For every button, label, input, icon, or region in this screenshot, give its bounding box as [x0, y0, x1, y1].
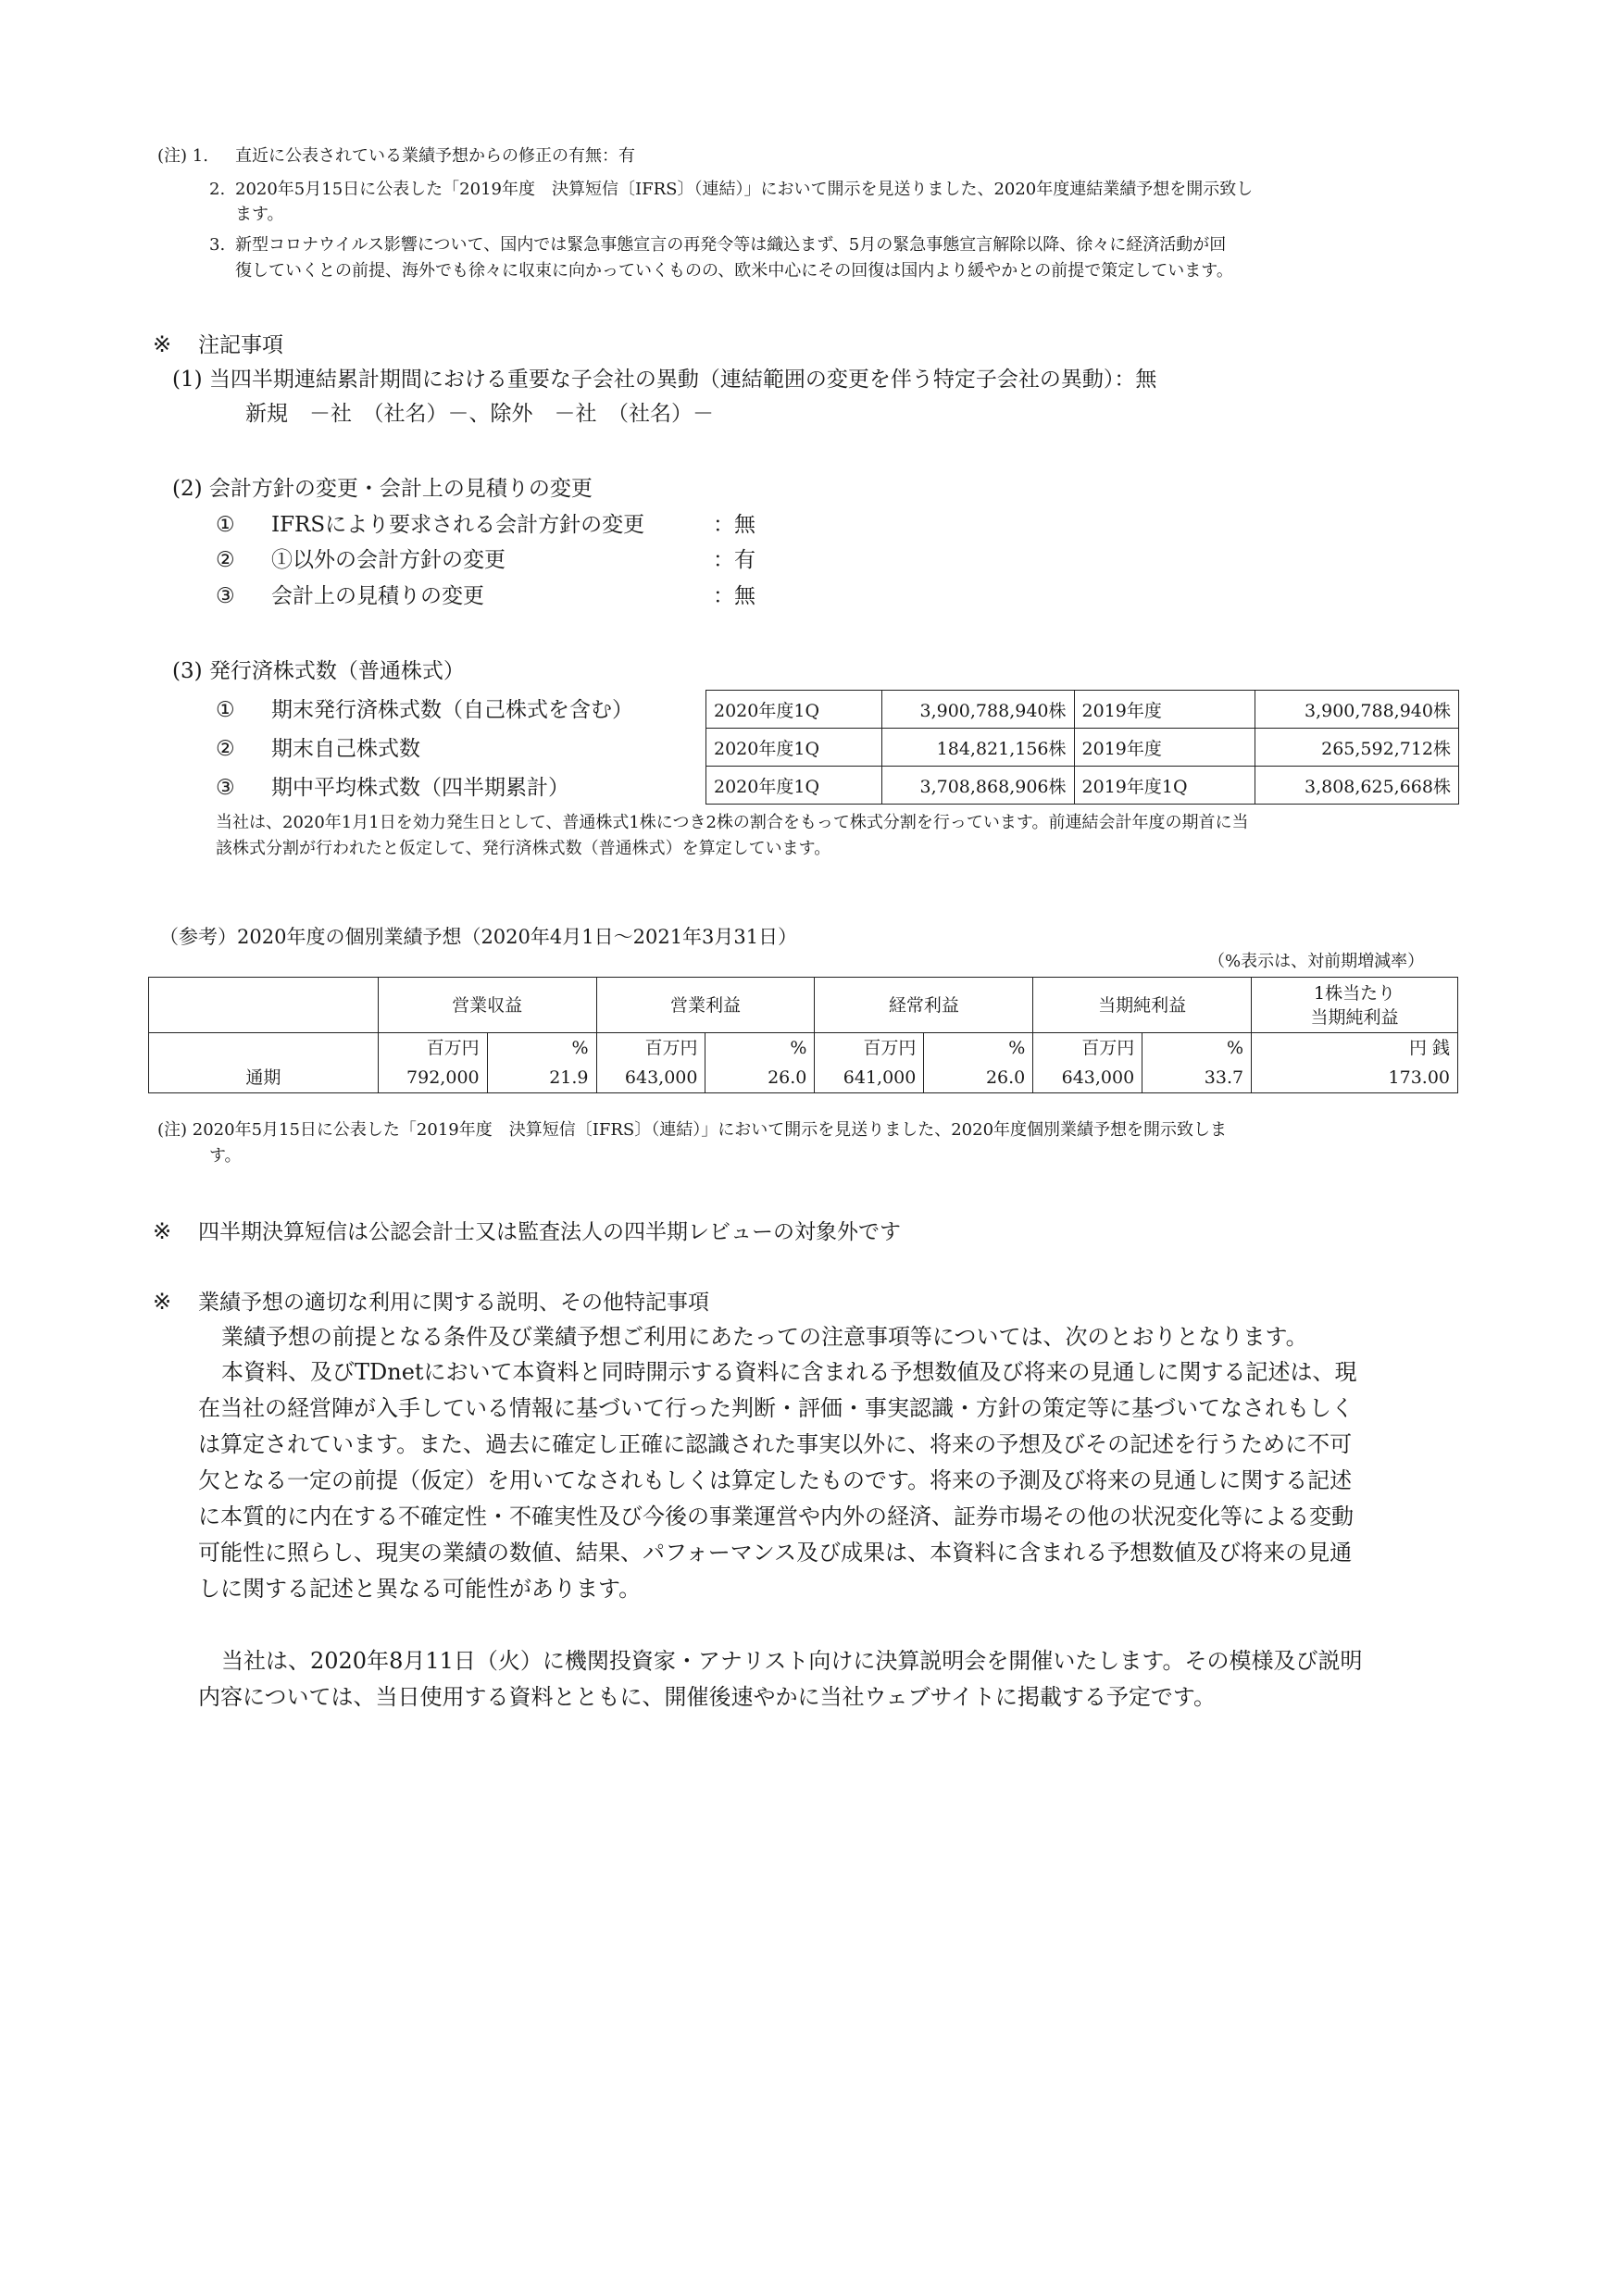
forecast-para2-line: 在当社の経営陣が入手している情報に基づいて行った判断・評価・事実認識・方針の策定等に基づいてなされもしく [198, 1395, 1354, 1421]
item2-row1-label: IFRSにより要求される会計方針の変更 [271, 513, 645, 537]
note-1-prefix: (注) 1. [157, 146, 208, 166]
value-cell: 792,000 [378, 1063, 487, 1093]
value-cell: 26.0 [705, 1063, 815, 1093]
header-net-income: 当期純利益 [1033, 978, 1252, 1033]
shares-cell: 3,708,868,906株 [881, 767, 1074, 805]
value-cell: 643,000 [1033, 1063, 1142, 1093]
item2-text: (2) 会計方針の変更・会計上の見積りの変更 [172, 477, 593, 501]
values-row [149, 1063, 1458, 1093]
note-2-line1: 2020年5月15日に公表した「2019年度 決算短信〔IFRS〕（連結）」において開示を見送りました、2020年度連結業績予想を開示致し [235, 180, 1254, 199]
item3-text: (3) 発行済株式数（普通株式） [172, 659, 465, 683]
reference-note-line2: す。 [209, 1146, 242, 1166]
shares-row [706, 729, 1459, 767]
note-3-prefix: 3. [209, 235, 226, 255]
shares-cell: 3,900,788,940株 [881, 691, 1074, 729]
note-3-line2: 復していくとの前提、海外でも徐々に収束に向かっていくものの、欧米中心にその回復は国内より緩やかとの前提で策定しています。 [235, 261, 1233, 281]
header-revenue: 営業収益 [378, 978, 596, 1033]
item3-row1-label: 期末発行済株式数（自己株式を含む） [271, 698, 633, 722]
shares-cell: 265,592,712株 [1255, 729, 1459, 767]
value-cell: 26.0 [924, 1063, 1033, 1093]
shares-cell: 2020年度1Q [706, 729, 882, 767]
shares-cell: 3,808,625,668株 [1255, 767, 1459, 805]
forecast-para2-line: は算定されています。また、過去に確定し正確に認識された事実以外に、将来の予想及びその記述を行うために不可 [198, 1431, 1353, 1457]
item2-row1-num: ① [216, 513, 235, 537]
kome-mark: ※ [153, 1289, 172, 1315]
forecast-para3-line: 当社は、2020年8月11日（火）に機関投資家・アナリスト向けに決算説明会を開催いたします。その模様及び説明 [221, 1648, 1363, 1674]
units-label-cell [149, 1033, 379, 1064]
forecast-table [148, 977, 1458, 1093]
reference-title: （参考）2020年度の個別業績予想（2020年4月1日～2021年3月31日） [159, 926, 798, 948]
pct-note: （%表示は、対前期増減率） [1208, 952, 1425, 971]
item3-row2-label: 期末自己株式数 [271, 737, 420, 761]
reference-note-line1: (注) 2020年5月15日に公表した「2019年度 決算短信〔IFRS〕（連結）」において開示を見送りました、2020年度個別業績予想を開示致しま [157, 1120, 1228, 1140]
item3-row2-num: ② [216, 737, 235, 761]
unit-cell: % [705, 1033, 815, 1064]
unit-cell: % [924, 1033, 1033, 1064]
chuuki-title: 注記事項 [198, 333, 283, 357]
header-operating-income: 営業利益 [596, 978, 815, 1033]
item3-row3-num: ③ [216, 776, 235, 800]
unit-cell: 百万円 [1033, 1033, 1142, 1064]
unit-cell: % [1142, 1033, 1252, 1064]
forecast-para2-line: 欠となる一定の前提（仮定）を用いてなされもしくは算定したものです。将来の予測及び将来の見通しに関する記述 [198, 1467, 1353, 1493]
note-2-prefix: 2. [209, 180, 226, 199]
forecast-para3-line: 内容については、当日使用する資料とともに、開催後速やかに当社ウェブサイトに掲載する予定です。 [198, 1684, 1216, 1710]
item3-row1-num: ① [216, 698, 235, 722]
forecast-para2-line: 本資料、及びTDnetにおいて本資料と同時開示する資料に含まれる予想数値及び将来の見通しに関する記述は、現 [221, 1359, 1357, 1385]
shares-row [706, 691, 1459, 729]
shares-note-line2: 該株式分割が行われたと仮定して、発行済株式数（普通株式）を算定しています。 [216, 839, 831, 858]
header-eps-line2: 当期純利益 [1310, 1006, 1399, 1028]
item2-row3-value: ：無 [713, 584, 755, 608]
unit-cell: 百万円 [596, 1033, 705, 1064]
forecast-para2-line: 可能性に照らし、現実の業績の数値、結果、パフォーマンス及び成果は、本資料に含まれる予想数値及び将来の見通 [198, 1540, 1353, 1566]
shares-cell: 2019年度1Q [1074, 767, 1255, 805]
shares-cell: 2019年度 [1074, 691, 1255, 729]
shares-cell: 3,900,788,940株 [1255, 691, 1459, 729]
header-eps [1252, 978, 1458, 1033]
value-cell: 173.00 [1252, 1063, 1458, 1093]
unit-cell: 百万円 [378, 1033, 487, 1064]
note-2-line2: ます。 [235, 205, 284, 224]
row-label: 通期 [149, 1063, 379, 1093]
value-cell: 21.9 [487, 1063, 596, 1093]
unit-cell: 百万円 [815, 1033, 924, 1064]
shares-cell: 2020年度1Q [706, 767, 882, 805]
value-cell: 641,000 [815, 1063, 924, 1093]
shares-table [705, 690, 1459, 805]
review-text: 四半期決算短信は公認会計士又は監査法人の四半期レビューの対象外です [198, 1220, 901, 1244]
forecast-title: 業績予想の適切な利用に関する説明、その他特記事項 [198, 1291, 709, 1315]
item2-row1-value: ：無 [713, 513, 755, 537]
header-ordinary-income: 経常利益 [815, 978, 1033, 1033]
header-eps-line1: 1株当たり [1314, 982, 1396, 1004]
header-row [149, 978, 1458, 1033]
units-row [149, 1033, 1458, 1064]
value-cell: 33.7 [1142, 1063, 1252, 1093]
value-cell: 643,000 [596, 1063, 705, 1093]
item2-row3-num: ③ [216, 584, 235, 608]
item3-row3-label: 期中平均株式数（四半期累計） [271, 776, 569, 800]
shares-cell: 2019年度 [1074, 729, 1255, 767]
shares-row [706, 767, 1459, 805]
note-3-line1: 新型コロナウイルス影響について、国内では緊急事態宣言の再発令等は織込まず、5月の緊急事態宣言解除以降、徐々に経済活動が回 [235, 235, 1227, 255]
unit-cell: 円 銭 [1252, 1033, 1458, 1064]
shares-cell: 2020年度1Q [706, 691, 882, 729]
item2-row2-value: ：有 [713, 548, 755, 572]
note-1-text: 直近に公表されている業績予想からの修正の有無：有 [235, 146, 635, 166]
forecast-para2-line: しに関する記述と異なる可能性があります。 [198, 1576, 642, 1602]
shares-note-line1: 当社は、2020年1月1日を効力発生日として、普通株式1株につき2株の割合をもって株式分割を行っています。前連結会計年度の期首に当 [216, 813, 1249, 832]
item2-row3-label: 会計上の見積りの変更 [271, 584, 484, 608]
shares-cell: 184,821,156株 [881, 729, 1074, 767]
forecast-para2-line: に本質的に内在する不確定性・不確実性及び今後の事業運営や内外の経済、証券市場その他の状況変化等による変動 [198, 1504, 1354, 1529]
unit-cell: % [487, 1033, 596, 1064]
blank-header [149, 978, 379, 1033]
forecast-para1: 業績予想の前提となる条件及び業績予想ご利用にあたっての注意事項等については、次のとおりとなります。 [221, 1324, 1308, 1350]
item2-row2-num: ② [216, 548, 235, 572]
kome-mark: ※ [153, 1218, 172, 1244]
item1-text: (1) 当四半期連結累計期間における重要な子会社の異動（連結範囲の変更を伴う特定子会社の異動）：無 [172, 368, 1157, 392]
kome-mark: ※ [153, 331, 172, 357]
item2-row2-label: ①以外の会計方針の変更 [271, 548, 506, 572]
item1-sub: 新規 －社 （社名）－、除外 －社 （社名）－ [245, 402, 714, 426]
